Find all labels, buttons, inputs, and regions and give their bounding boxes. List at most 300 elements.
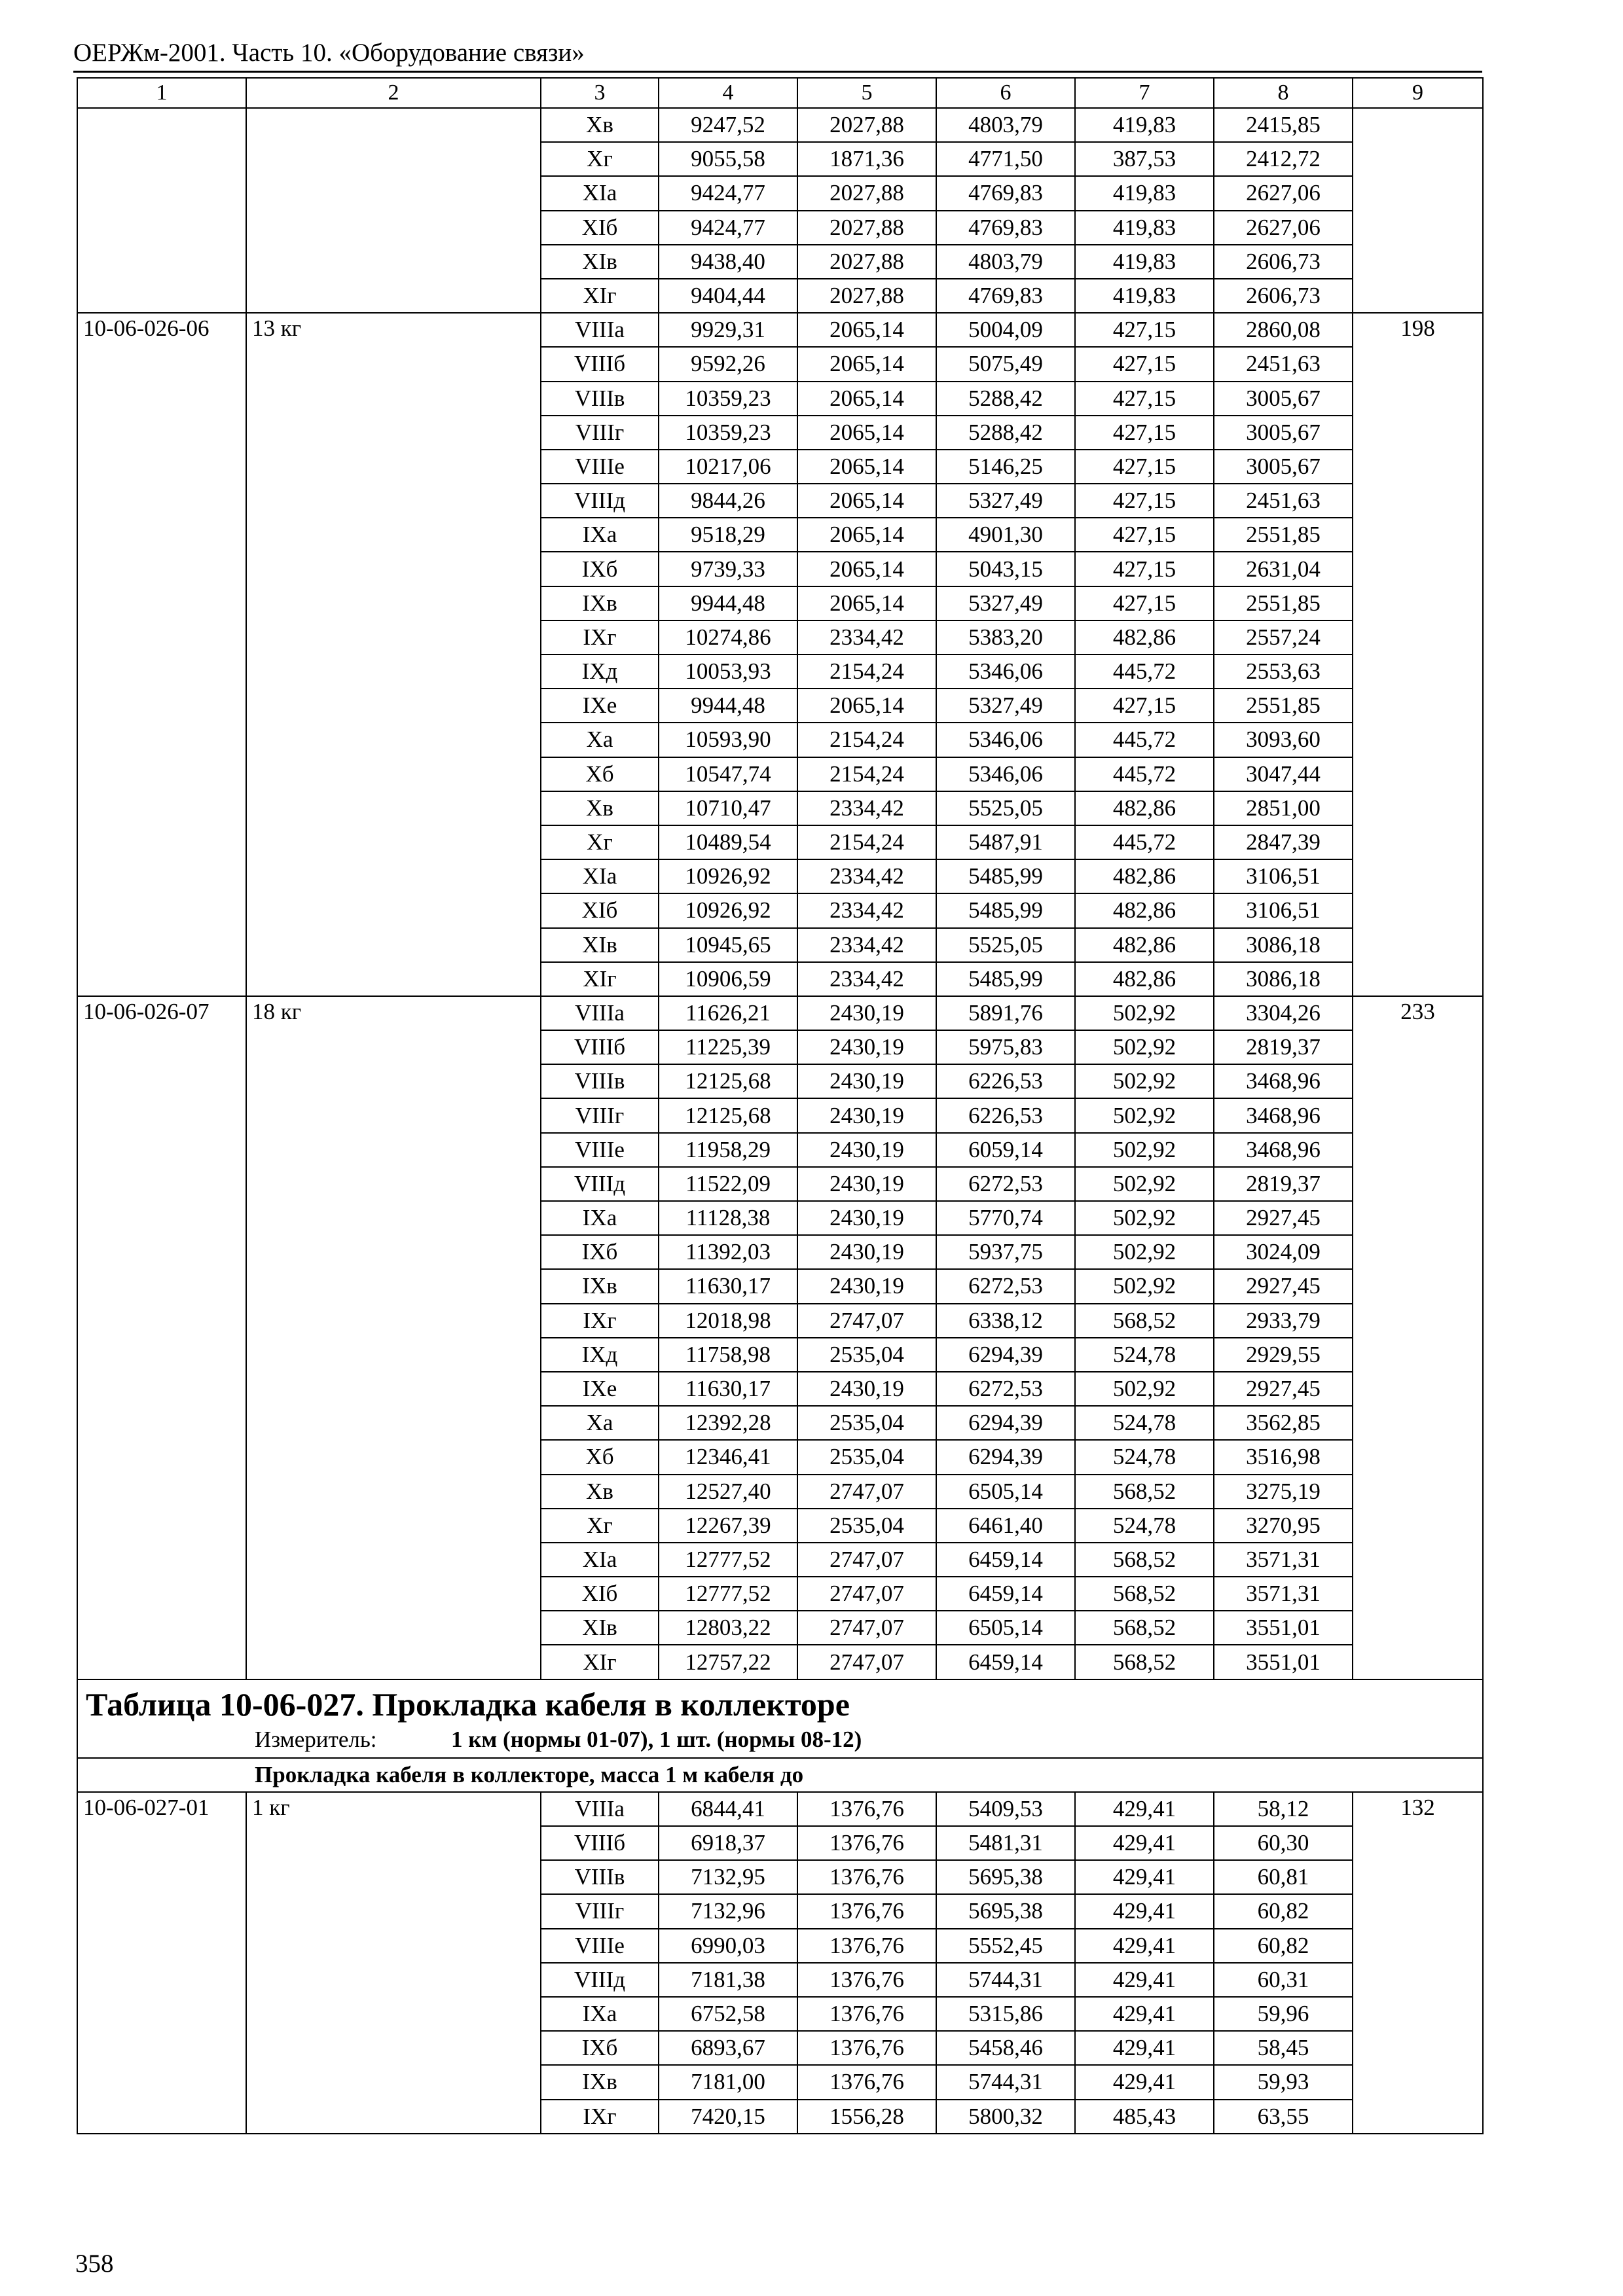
value-cell: 59,96 [1214, 1997, 1353, 2031]
rate-code: 10-06-027-01 [77, 1792, 246, 2134]
value-cell: 568,52 [1075, 1304, 1214, 1338]
value-cell: 427,15 [1075, 347, 1214, 381]
value-cell: 6990,03 [659, 1929, 797, 1963]
value-cell: 2747,07 [797, 1577, 936, 1611]
value-cell: 5409,53 [936, 1792, 1075, 1826]
value-cell: 2027,88 [797, 245, 936, 279]
zone-cell: XIб [541, 211, 659, 245]
value-cell: 2631,04 [1214, 552, 1353, 586]
value-cell: 2027,88 [797, 176, 936, 210]
table-title: Таблица 10-06-027. Прокладка кабеля в коллекторе [86, 1685, 850, 1723]
value-cell: 5327,49 [936, 689, 1075, 723]
value-cell: 427,15 [1075, 382, 1214, 416]
value-cell: 2027,88 [797, 279, 936, 313]
value-cell: 429,41 [1075, 1997, 1214, 2031]
page-number: 358 [75, 2250, 114, 2278]
zone-cell: VIIIб [541, 1030, 659, 1064]
value-cell: 5146,25 [936, 450, 1075, 484]
value-cell: 2747,07 [797, 1475, 936, 1509]
value-cell: 568,52 [1075, 1577, 1214, 1611]
value-cell: 6226,53 [936, 1098, 1075, 1132]
value-cell: 59,93 [1214, 2065, 1353, 2099]
zone-cell: Хб [541, 1440, 659, 1474]
zone-cell: Хв [541, 108, 659, 142]
header-rule [73, 71, 1482, 73]
value-cell: 5458,46 [936, 2031, 1075, 2065]
value-cell: 6459,14 [936, 1645, 1075, 1679]
value-cell: 11630,17 [659, 1372, 797, 1406]
value-cell: 9438,40 [659, 245, 797, 279]
value-cell: 3270,95 [1214, 1509, 1353, 1543]
value-cell: 2847,39 [1214, 825, 1353, 859]
zone-cell: XIб [541, 1577, 659, 1611]
value-cell: 6459,14 [936, 1543, 1075, 1577]
value-cell: 4769,83 [936, 211, 1075, 245]
value-cell: 2065,14 [797, 347, 936, 381]
value-cell: 2065,14 [797, 518, 936, 552]
value-cell: 502,92 [1075, 1030, 1214, 1064]
value-cell: 6918,37 [659, 1826, 797, 1860]
value-cell: 3562,85 [1214, 1406, 1353, 1440]
value-cell: 502,92 [1075, 1167, 1214, 1201]
value-cell: 2334,42 [797, 928, 936, 962]
value-cell: 6338,12 [936, 1304, 1075, 1338]
value-cell: 5552,45 [936, 1929, 1075, 1963]
value-cell: 12018,98 [659, 1304, 797, 1338]
value-cell: 429,41 [1075, 1929, 1214, 1963]
value-cell: 5485,99 [936, 962, 1075, 996]
value-cell: 568,52 [1075, 1475, 1214, 1509]
value-cell: 2451,63 [1214, 347, 1353, 381]
value-cell: 1376,76 [797, 2065, 936, 2099]
value-cell: 2430,19 [797, 1167, 936, 1201]
value-cell: 5288,42 [936, 416, 1075, 450]
zone-cell: VIIIг [541, 416, 659, 450]
zone-cell: XIг [541, 962, 659, 996]
value-cell: 2819,37 [1214, 1030, 1353, 1064]
value-cell: 482,86 [1075, 893, 1214, 927]
value-cell: 58,12 [1214, 1792, 1353, 1826]
value-cell: 429,41 [1075, 1792, 1214, 1826]
value-cell: 427,15 [1075, 586, 1214, 620]
value-cell: 3005,67 [1214, 382, 1353, 416]
value-cell: 2334,42 [797, 893, 936, 927]
value-cell: 502,92 [1075, 1064, 1214, 1098]
value-cell: 3106,51 [1214, 859, 1353, 893]
value-cell: 4901,30 [936, 518, 1075, 552]
value-cell: 2747,07 [797, 1304, 936, 1338]
value-cell: 2627,06 [1214, 176, 1353, 210]
value-cell: 427,15 [1075, 689, 1214, 723]
value-cell: 7181,38 [659, 1963, 797, 1997]
value-cell: 6294,39 [936, 1440, 1075, 1474]
measure-line [86, 1725, 1474, 1755]
value-cell: 6752,58 [659, 1997, 797, 2031]
value-cell: 6226,53 [936, 1064, 1075, 1098]
value-cell: 3468,96 [1214, 1133, 1353, 1167]
value-cell: 3086,18 [1214, 928, 1353, 962]
zone-cell: VIIIа [541, 1792, 659, 1826]
value-cell: 2154,24 [797, 825, 936, 859]
rate-code: 10-06-026-07 [77, 996, 246, 1679]
column-number: 7 [1075, 78, 1214, 108]
value-cell: 5487,91 [936, 825, 1075, 859]
value-cell: 11392,03 [659, 1235, 797, 1269]
value-cell: 60,30 [1214, 1826, 1353, 1860]
value-cell: 3516,98 [1214, 1440, 1353, 1474]
zone-cell: Хг [541, 825, 659, 859]
value-cell: 3468,96 [1214, 1098, 1353, 1132]
value-cell: 2535,04 [797, 1338, 936, 1372]
zone-cell: VIIIб [541, 1826, 659, 1860]
rate-name: 13 кг [246, 313, 541, 996]
page-header: ОЕРЖм-2001. Часть 10. «Оборудование связи» [73, 39, 585, 67]
zone-cell: Хг [541, 1509, 659, 1543]
value-cell: 2747,07 [797, 1543, 936, 1577]
value-cell: 427,15 [1075, 484, 1214, 518]
value-cell: 3106,51 [1214, 893, 1353, 927]
zone-cell: XIг [541, 1645, 659, 1679]
value-cell: 502,92 [1075, 1133, 1214, 1167]
value-cell: 11225,39 [659, 1030, 797, 1064]
value-cell: 12757,22 [659, 1645, 797, 1679]
value-cell: 9247,52 [659, 108, 797, 142]
value-cell: 427,15 [1075, 416, 1214, 450]
value-cell: 2551,85 [1214, 518, 1353, 552]
value-cell: 2933,79 [1214, 1304, 1353, 1338]
value-cell: 2927,45 [1214, 1372, 1353, 1406]
value-cell: 60,81 [1214, 1860, 1353, 1894]
value-cell: 2334,42 [797, 791, 936, 825]
value-cell: 2415,85 [1214, 108, 1353, 142]
value-cell: 429,41 [1075, 1826, 1214, 1860]
value-cell: 1376,76 [797, 1997, 936, 2031]
value-cell: 12803,22 [659, 1611, 797, 1645]
zone-cell: VIIIг [541, 1894, 659, 1928]
column-number: 6 [936, 78, 1075, 108]
zone-cell: IXд [541, 655, 659, 689]
value-cell: 11128,38 [659, 1201, 797, 1235]
subheader-row [77, 1758, 1483, 1792]
value-cell: 2430,19 [797, 1372, 936, 1406]
zone-cell: VIIIб [541, 347, 659, 381]
zone-cell: XIа [541, 176, 659, 210]
value-cell: 2535,04 [797, 1406, 936, 1440]
value-cell: 12777,52 [659, 1543, 797, 1577]
value-cell: 12527,40 [659, 1475, 797, 1509]
value-cell: 2430,19 [797, 1133, 936, 1167]
value-cell: 2027,88 [797, 211, 936, 245]
value-cell: 2154,24 [797, 655, 936, 689]
value-cell: 9944,48 [659, 586, 797, 620]
value-cell: 2154,24 [797, 757, 936, 791]
value-cell: 6505,14 [936, 1475, 1075, 1509]
value-cell: 2430,19 [797, 996, 936, 1030]
value-cell: 5770,74 [936, 1201, 1075, 1235]
value-cell: 5043,15 [936, 552, 1075, 586]
measure-label: Измеритель: [255, 1726, 377, 1752]
value-cell: 6893,67 [659, 2031, 797, 2065]
value-cell: 2334,42 [797, 962, 936, 996]
value-cell: 5346,06 [936, 757, 1075, 791]
value-cell: 429,41 [1075, 1894, 1214, 1928]
subheader: Прокладка кабеля в коллекторе, масса 1 м кабеля до [77, 1758, 1483, 1792]
value-cell: 2430,19 [797, 1269, 936, 1303]
value-cell: 2027,88 [797, 108, 936, 142]
value-cell: 6844,41 [659, 1792, 797, 1826]
zone-cell: IXв [541, 586, 659, 620]
zone-cell: IXд [541, 1338, 659, 1372]
value-cell: 5288,42 [936, 382, 1075, 416]
rates-table [77, 77, 1484, 2134]
value-cell: 10359,23 [659, 416, 797, 450]
zone-cell: Хв [541, 1475, 659, 1509]
value-cell: 7181,00 [659, 2065, 797, 2099]
value-cell: 419,83 [1075, 245, 1214, 279]
value-cell: 502,92 [1075, 1269, 1214, 1303]
table-row [77, 313, 1483, 347]
value-cell: 2065,14 [797, 313, 936, 347]
value-cell: 9424,77 [659, 176, 797, 210]
value-cell: 2557,24 [1214, 620, 1353, 655]
value-cell: 6272,53 [936, 1269, 1075, 1303]
zone-cell: VIIIв [541, 1860, 659, 1894]
value-cell: 6294,39 [936, 1406, 1075, 1440]
value-cell: 2451,63 [1214, 484, 1353, 518]
value-cell: 5481,31 [936, 1826, 1075, 1860]
value-cell: 12777,52 [659, 1577, 797, 1611]
value-cell: 5315,86 [936, 1997, 1075, 2031]
value-cell: 524,78 [1075, 1509, 1214, 1543]
value-cell: 3551,01 [1214, 1611, 1353, 1645]
zone-cell: IXг [541, 1304, 659, 1338]
value-cell: 2747,07 [797, 1645, 936, 1679]
value-cell: 445,72 [1075, 825, 1214, 859]
value-cell: 3005,67 [1214, 450, 1353, 484]
col9-value: 198 [1353, 313, 1483, 996]
value-cell: 5485,99 [936, 859, 1075, 893]
value-cell: 5744,31 [936, 1963, 1075, 1997]
value-cell: 58,45 [1214, 2031, 1353, 2065]
value-cell: 11758,98 [659, 1338, 797, 1372]
value-cell: 2065,14 [797, 586, 936, 620]
value-cell: 5075,49 [936, 347, 1075, 381]
value-cell: 1871,36 [797, 142, 936, 176]
value-cell: 2860,08 [1214, 313, 1353, 347]
value-cell: 10053,93 [659, 655, 797, 689]
value-cell: 9055,58 [659, 142, 797, 176]
value-cell: 2065,14 [797, 450, 936, 484]
value-cell: 419,83 [1075, 176, 1214, 210]
value-cell: 10547,74 [659, 757, 797, 791]
value-cell: 485,43 [1075, 2100, 1214, 2134]
value-cell: 2535,04 [797, 1509, 936, 1543]
zone-cell: XIв [541, 1611, 659, 1645]
zone-cell: IXе [541, 1372, 659, 1406]
value-cell: 3275,19 [1214, 1475, 1353, 1509]
zone-cell: IXе [541, 689, 659, 723]
table-caption [77, 1679, 1483, 1758]
value-cell: 10926,92 [659, 859, 797, 893]
value-cell: 5525,05 [936, 928, 1075, 962]
value-cell: 9739,33 [659, 552, 797, 586]
value-cell: 6461,40 [936, 1509, 1075, 1543]
zone-cell: XIв [541, 928, 659, 962]
column-number-row [77, 78, 1483, 108]
value-cell: 12392,28 [659, 1406, 797, 1440]
value-cell: 419,83 [1075, 211, 1214, 245]
zone-cell: IXб [541, 2031, 659, 2065]
value-cell: 427,15 [1075, 552, 1214, 586]
value-cell: 3024,09 [1214, 1235, 1353, 1269]
table-row [77, 996, 1483, 1030]
column-number: 2 [246, 78, 541, 108]
value-cell: 445,72 [1075, 757, 1214, 791]
value-cell: 10217,06 [659, 450, 797, 484]
value-cell: 427,15 [1075, 313, 1214, 347]
value-cell: 4771,50 [936, 142, 1075, 176]
value-cell: 2065,14 [797, 416, 936, 450]
value-cell: 482,86 [1075, 791, 1214, 825]
value-cell: 3468,96 [1214, 1064, 1353, 1098]
value-cell: 9404,44 [659, 279, 797, 313]
column-number: 4 [659, 78, 797, 108]
rate-name [246, 108, 541, 313]
value-cell: 1556,28 [797, 2100, 936, 2134]
value-cell: 2551,85 [1214, 586, 1353, 620]
value-cell: 427,15 [1075, 518, 1214, 552]
rate-name: 18 кг [246, 996, 541, 1679]
value-cell: 10945,65 [659, 928, 797, 962]
value-cell: 5891,76 [936, 996, 1075, 1030]
value-cell: 10926,92 [659, 893, 797, 927]
value-cell: 2551,85 [1214, 689, 1353, 723]
value-cell: 2535,04 [797, 1440, 936, 1474]
value-cell: 482,86 [1075, 620, 1214, 655]
value-cell: 445,72 [1075, 655, 1214, 689]
value-cell: 10710,47 [659, 791, 797, 825]
value-cell: 3047,44 [1214, 757, 1353, 791]
rate-code [77, 108, 246, 313]
value-cell: 2430,19 [797, 1030, 936, 1064]
value-cell: 5004,09 [936, 313, 1075, 347]
value-cell: 445,72 [1075, 723, 1214, 757]
zone-cell: Ха [541, 1406, 659, 1440]
value-cell: 3304,26 [1214, 996, 1353, 1030]
value-cell: 2154,24 [797, 723, 936, 757]
value-cell: 502,92 [1075, 1201, 1214, 1235]
value-cell: 482,86 [1075, 962, 1214, 996]
value-cell: 4769,83 [936, 176, 1075, 210]
value-cell: 2927,45 [1214, 1269, 1353, 1303]
value-cell: 429,41 [1075, 1860, 1214, 1894]
value-cell: 2430,19 [797, 1235, 936, 1269]
value-cell: 419,83 [1075, 279, 1214, 313]
value-cell: 9592,26 [659, 347, 797, 381]
table-caption-row [77, 1679, 1483, 1758]
value-cell: 12125,68 [659, 1064, 797, 1098]
value-cell: 2065,14 [797, 552, 936, 586]
value-cell: 9944,48 [659, 689, 797, 723]
value-cell: 60,31 [1214, 1963, 1353, 1997]
value-cell: 502,92 [1075, 1235, 1214, 1269]
value-cell: 5327,49 [936, 586, 1075, 620]
col9-value [1353, 108, 1483, 313]
value-cell: 5695,38 [936, 1860, 1075, 1894]
value-cell: 11630,17 [659, 1269, 797, 1303]
value-cell: 11626,21 [659, 996, 797, 1030]
value-cell: 11522,09 [659, 1167, 797, 1201]
value-cell: 427,15 [1075, 450, 1214, 484]
zone-cell: VIIIг [541, 1098, 659, 1132]
value-cell: 5346,06 [936, 655, 1075, 689]
value-cell: 5346,06 [936, 723, 1075, 757]
column-number: 3 [541, 78, 659, 108]
value-cell: 5525,05 [936, 791, 1075, 825]
value-cell: 1376,76 [797, 2031, 936, 2065]
value-cell: 524,78 [1075, 1338, 1214, 1372]
column-number: 1 [77, 78, 246, 108]
zone-cell: IXв [541, 2065, 659, 2099]
value-cell: 6459,14 [936, 1577, 1075, 1611]
zone-cell: VIIIд [541, 1963, 659, 1997]
value-cell: 5744,31 [936, 2065, 1075, 2099]
value-cell: 502,92 [1075, 1372, 1214, 1406]
zone-cell: IXа [541, 1201, 659, 1235]
value-cell: 482,86 [1075, 859, 1214, 893]
zone-cell: Хв [541, 791, 659, 825]
value-cell: 60,82 [1214, 1929, 1353, 1963]
value-cell: 5695,38 [936, 1894, 1075, 1928]
value-cell: 2553,63 [1214, 655, 1353, 689]
value-cell: 429,41 [1075, 2031, 1214, 2065]
zone-cell: XIг [541, 279, 659, 313]
value-cell: 502,92 [1075, 996, 1214, 1030]
zone-cell: IXб [541, 552, 659, 586]
value-cell: 4803,79 [936, 108, 1075, 142]
value-cell: 568,52 [1075, 1611, 1214, 1645]
value-cell: 10906,59 [659, 962, 797, 996]
zone-cell: VIIIд [541, 1167, 659, 1201]
value-cell: 4769,83 [936, 279, 1075, 313]
zone-cell: XIб [541, 893, 659, 927]
value-cell: 3093,60 [1214, 723, 1353, 757]
zone-cell: IXг [541, 2100, 659, 2134]
zone-cell: XIа [541, 1543, 659, 1577]
value-cell: 2430,19 [797, 1098, 936, 1132]
zone-cell: VIIIе [541, 450, 659, 484]
value-cell: 2747,07 [797, 1611, 936, 1645]
value-cell: 1376,76 [797, 1894, 936, 1928]
zone-cell: Хб [541, 757, 659, 791]
value-cell: 2929,55 [1214, 1338, 1353, 1372]
value-cell: 5800,32 [936, 2100, 1075, 2134]
value-cell: 2606,73 [1214, 279, 1353, 313]
value-cell: 10359,23 [659, 382, 797, 416]
value-cell: 12346,41 [659, 1440, 797, 1474]
value-cell: 2334,42 [797, 620, 936, 655]
value-cell: 11958,29 [659, 1133, 797, 1167]
zone-cell: IXа [541, 1997, 659, 2031]
zone-cell: VIIIв [541, 1064, 659, 1098]
value-cell: 2819,37 [1214, 1167, 1353, 1201]
zone-cell: IXв [541, 1269, 659, 1303]
zone-cell: IXб [541, 1235, 659, 1269]
value-cell: 7132,96 [659, 1894, 797, 1928]
value-cell: 6294,39 [936, 1338, 1075, 1372]
value-cell: 2065,14 [797, 689, 936, 723]
zone-cell: VIIIв [541, 382, 659, 416]
